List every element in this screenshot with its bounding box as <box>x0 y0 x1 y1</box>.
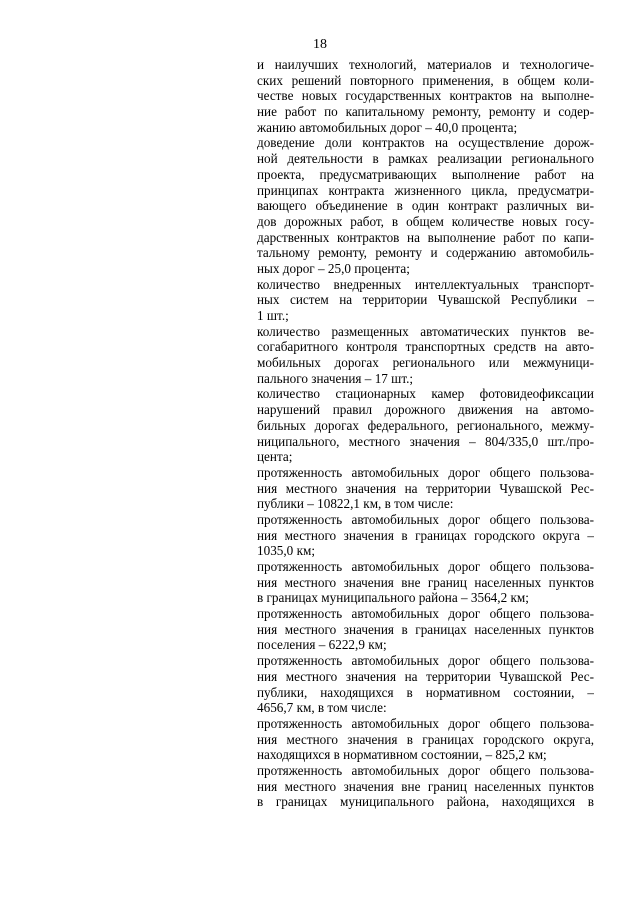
text-line: протяженность автомобильных дорог общего пользова- <box>257 559 594 574</box>
text-line: пального значения – 17 шт.; <box>257 370 414 386</box>
text-line: протяженность автомобильных дорог общего пользова- <box>257 762 594 778</box>
text-line: ния местного значения вне границ населенных пунктов <box>257 574 594 590</box>
text-line: ния местного значения на территории Чувашской Рес- <box>257 668 594 684</box>
document-body <box>257 57 594 810</box>
text-line: дарственных контрактов на выполнение работ по капи- <box>257 229 594 245</box>
text-line: доведение доли контрактов на осуществление дорож- <box>257 135 594 151</box>
text-line: 1 шт.; <box>257 308 289 323</box>
text-line: жанию автомобильных дорог – 40,0 процента; <box>257 119 518 135</box>
text-line: протяженность автомобильных дорог общего пользова- <box>257 464 594 480</box>
text-line: протяженность автомобильных дорог общего пользова- <box>257 653 594 669</box>
text-line: в границах муниципального района, находящихся в <box>257 794 594 810</box>
text-line: ния местного значения вне границ населенных пунктов <box>257 778 594 794</box>
text-line: ния местного значения в границах городского округа, <box>257 731 594 747</box>
text-line: мобильных дорогах регионального или межмуници- <box>257 355 594 371</box>
text-line: ния местного значения на территории Чувашской Рес- <box>257 480 594 496</box>
text-line: поселения – 6222,9 км; <box>257 637 387 653</box>
text-line: публики – 10822,1 км, в том числе: <box>257 496 454 512</box>
text-line: бильных дорогах федерального, регионального, межму- <box>257 417 594 433</box>
text-line: ния местного значения в границах населенных пунктов <box>257 621 594 637</box>
page-number: 18 <box>313 37 327 52</box>
text-line: ной деятельности в рамках реализации регионального <box>257 151 594 167</box>
text-line: находящихся в нормативном состоянии, – 825,2 км; <box>257 747 547 763</box>
text-line: ных дорог – 25,0 процента; <box>257 260 410 276</box>
text-line: ния местного значения в границах городского округа – <box>257 527 594 543</box>
text-line: 1035,0 км; <box>257 543 315 559</box>
text-line: протяженность автомобильных дорог общего пользова- <box>257 606 594 622</box>
text-line: ных систем на территории Чувашской Республики – <box>257 292 594 308</box>
text-line: количество размещенных автоматических пунктов ве- <box>257 323 594 339</box>
text-line: принципах контракта жизненного цикла, предусматри- <box>257 182 594 198</box>
text-line: публики, находящихся в нормативном состоянии, – <box>257 684 594 700</box>
text-line: 4656,7 км, в том числе: <box>257 700 387 716</box>
text-line: вающего объединение в один контракт различных ви- <box>257 198 594 214</box>
text-line: нарушений правил дорожного движения на автомо- <box>257 402 594 418</box>
text-line: честве новых государственных контрактов на выполне- <box>257 88 594 104</box>
text-line: дов дорожных работ, в общем количестве новых госу- <box>257 213 594 229</box>
text-line: согабаритного контроля транспортных средств на авто- <box>257 339 594 355</box>
text-line: протяженность автомобильных дорог общего пользова- <box>257 715 594 731</box>
text-line: протяженность автомобильных дорог общего пользова- <box>257 511 594 527</box>
text-line: количество стационарных камер фотовидеофиксации <box>257 386 594 402</box>
text-line: количество внедренных интеллектуальных транспорт- <box>257 276 594 292</box>
text-line: ских решений повторного применения, в общем коли- <box>257 72 594 88</box>
text-line: ниципального, местного значения – 804/335,0 шт./про- <box>257 433 594 449</box>
text-line: и наилучших технологий, материалов и технологиче- <box>257 57 594 72</box>
text-line: цента; <box>257 449 293 465</box>
text-line: тальному ремонту, ремонту и содержанию автомобиль- <box>257 245 594 261</box>
text-line: ние работ по капитальному ремонту, ремонту и содер- <box>257 104 594 120</box>
text-line: проекта, предусматривающих выполнение работ на <box>257 166 594 182</box>
text-line: в границах муниципального района – 3564,2 км; <box>257 590 529 606</box>
